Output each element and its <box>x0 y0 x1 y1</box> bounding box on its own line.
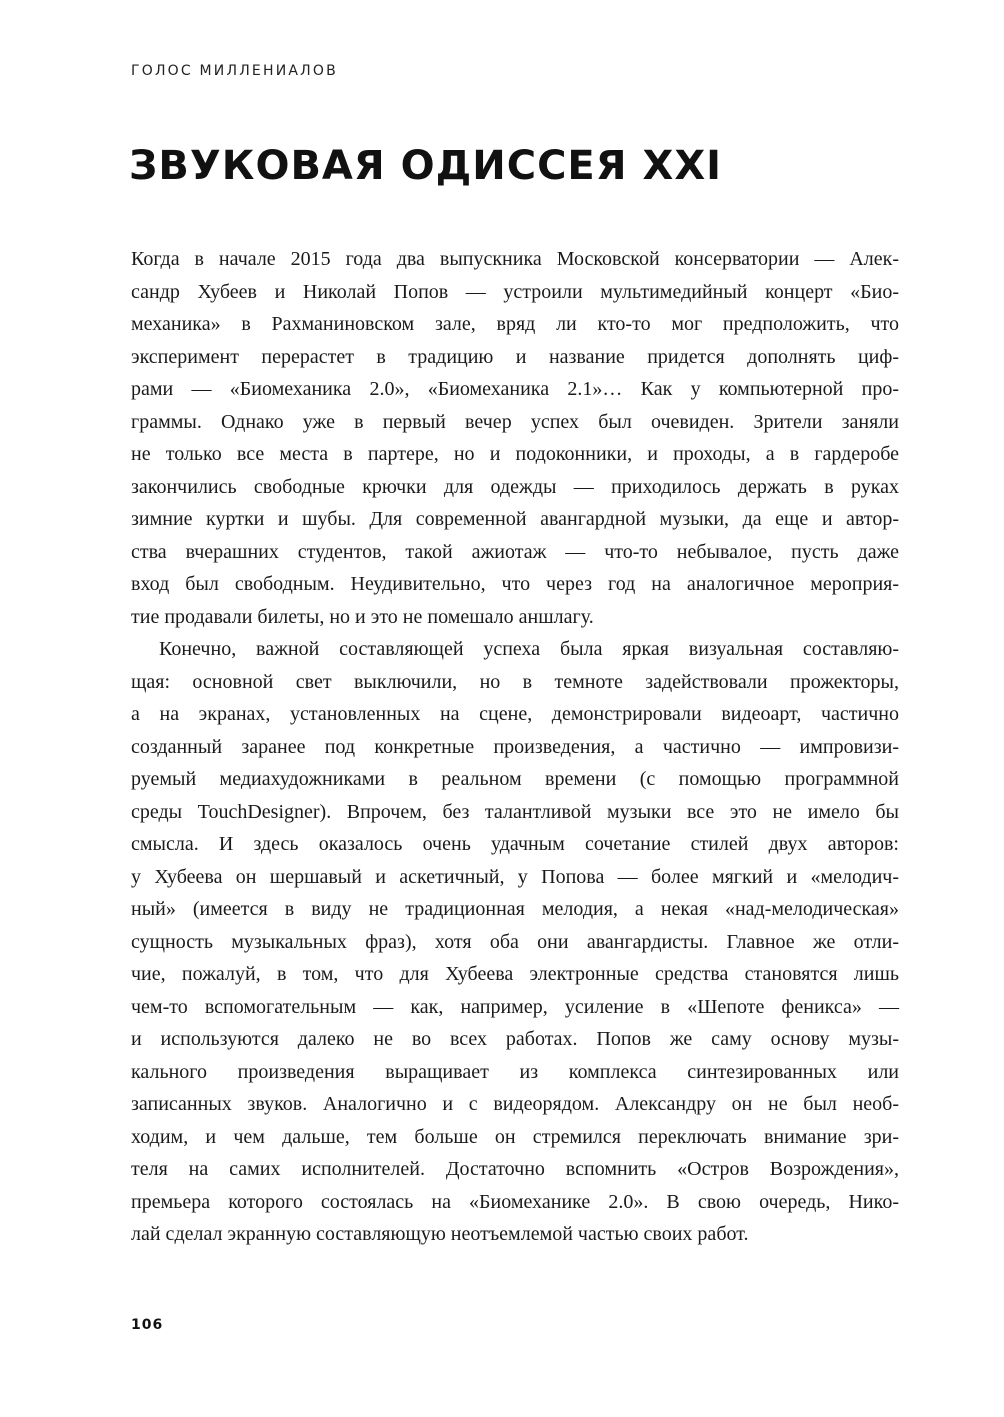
text-line: эксперимент перерастет в традицию и название придется дополнять циф- <box>131 345 899 368</box>
text-line: тие продавали билеты, но и это не помешало аншлагу. <box>131 605 594 628</box>
text-line: теля на самих исполнителей. Достаточно вспомнить «Остров Возрождения», <box>131 1158 899 1180</box>
text-line: Когда в начале 2015 года два выпускника Московской консерватории — Алек- <box>131 248 899 270</box>
running-head: ГОЛОС МИЛЛЕНИАЛОВ <box>131 63 338 79</box>
text-line: сандр Хубеев и Николай Попов — устроили мультимедийный концерт «Био- <box>131 280 899 303</box>
text-line: ный» (имеется в виду не традиционная мелодия, а некая «над-мелодическая» <box>131 898 899 920</box>
text-line: у Хубеева он шершавый и аскетичный, у Попова — более мягкий и «мелодич- <box>131 865 899 888</box>
text-line: Конечно, важной составляющей успеха была яркая визуальная составляю- <box>159 638 899 660</box>
text-line: ходим, и чем дальше, тем больше он стремился переключать внимание зри- <box>131 1125 899 1148</box>
text-line: зимние куртки и шубы. Для современной авангардной музыки, да еще и автор- <box>131 508 899 530</box>
text-line: а на экранах, установленных на сцене, демонстрировали видеоарт, частично <box>131 703 899 725</box>
page-number: 106 <box>131 1317 164 1333</box>
text-line: чем-то вспомогательным — как, например, усиление в «Шепоте феникса» — <box>131 995 899 1018</box>
text-line: граммы. Однако уже в первый вечер успех был очевиден. Зрители заняли <box>131 410 899 433</box>
text-line: и используются далеко не во всех работах. Попов же саму основу музы- <box>131 1028 899 1050</box>
text-line: ства вчерашних студентов, такой ажиотаж — что-то небывалое, пусть даже <box>131 540 899 563</box>
text-line: закончились свободные крючки для одежды — приходилось держать в руках <box>131 475 899 498</box>
text-line: лай сделал экранную составляющую неотъемлемой частью своих работ. <box>131 1223 749 1245</box>
text-line: рами — «Биомеханика 2.0», «Биомеханика 2.1»… Как у компьютерной про- <box>131 378 899 400</box>
text-line: чие, пожалуй, в том, что для Хубеева электронные средства становятся лишь <box>131 963 899 985</box>
text-line: щая: основной свет выключили, но в темноте задействовали прожекторы, <box>131 670 899 693</box>
text-line: не только все места в партере, но и подоконники, и проходы, а в гардеробе <box>131 443 899 465</box>
text-line: кального произведения выращивает из комплекса синтезированных или <box>131 1060 899 1083</box>
chapter-title: ЗВУКОВАЯ ОДИССЕЯ XXI <box>129 143 723 189</box>
text-line: механика» в Рахманиновском зале, вряд ли кто-то мог предположить, что <box>131 313 899 335</box>
paragraph <box>131 243 899 633</box>
text-line: созданный заранее под конкретные произведения, а частично — импровизи- <box>131 735 899 758</box>
text-line: записанных звуков. Аналогично и с видеорядом. Александру он не был необ- <box>131 1093 899 1115</box>
text-line: сущность музыкальных фраз), хотя оба они авангардисты. Главное же отли- <box>131 930 899 953</box>
text-line: среды TouchDesigner). Впрочем, без талантливой музыки все это не имело бы <box>131 800 899 823</box>
paragraph <box>131 633 899 1251</box>
text-line: руемый медиахудожниками в реальном времени (с помощью программной <box>131 768 899 790</box>
text-line: вход был свободным. Неудивительно, что через год на аналогичное мероприя- <box>131 573 899 595</box>
text-line: премьера которого состоялась на «Биомеханике 2.0». В свою очередь, Нико- <box>131 1190 899 1213</box>
body-text <box>131 243 899 1251</box>
text-line: смысла. И здесь оказалось очень удачным сочетание стилей двух авторов: <box>131 833 899 855</box>
